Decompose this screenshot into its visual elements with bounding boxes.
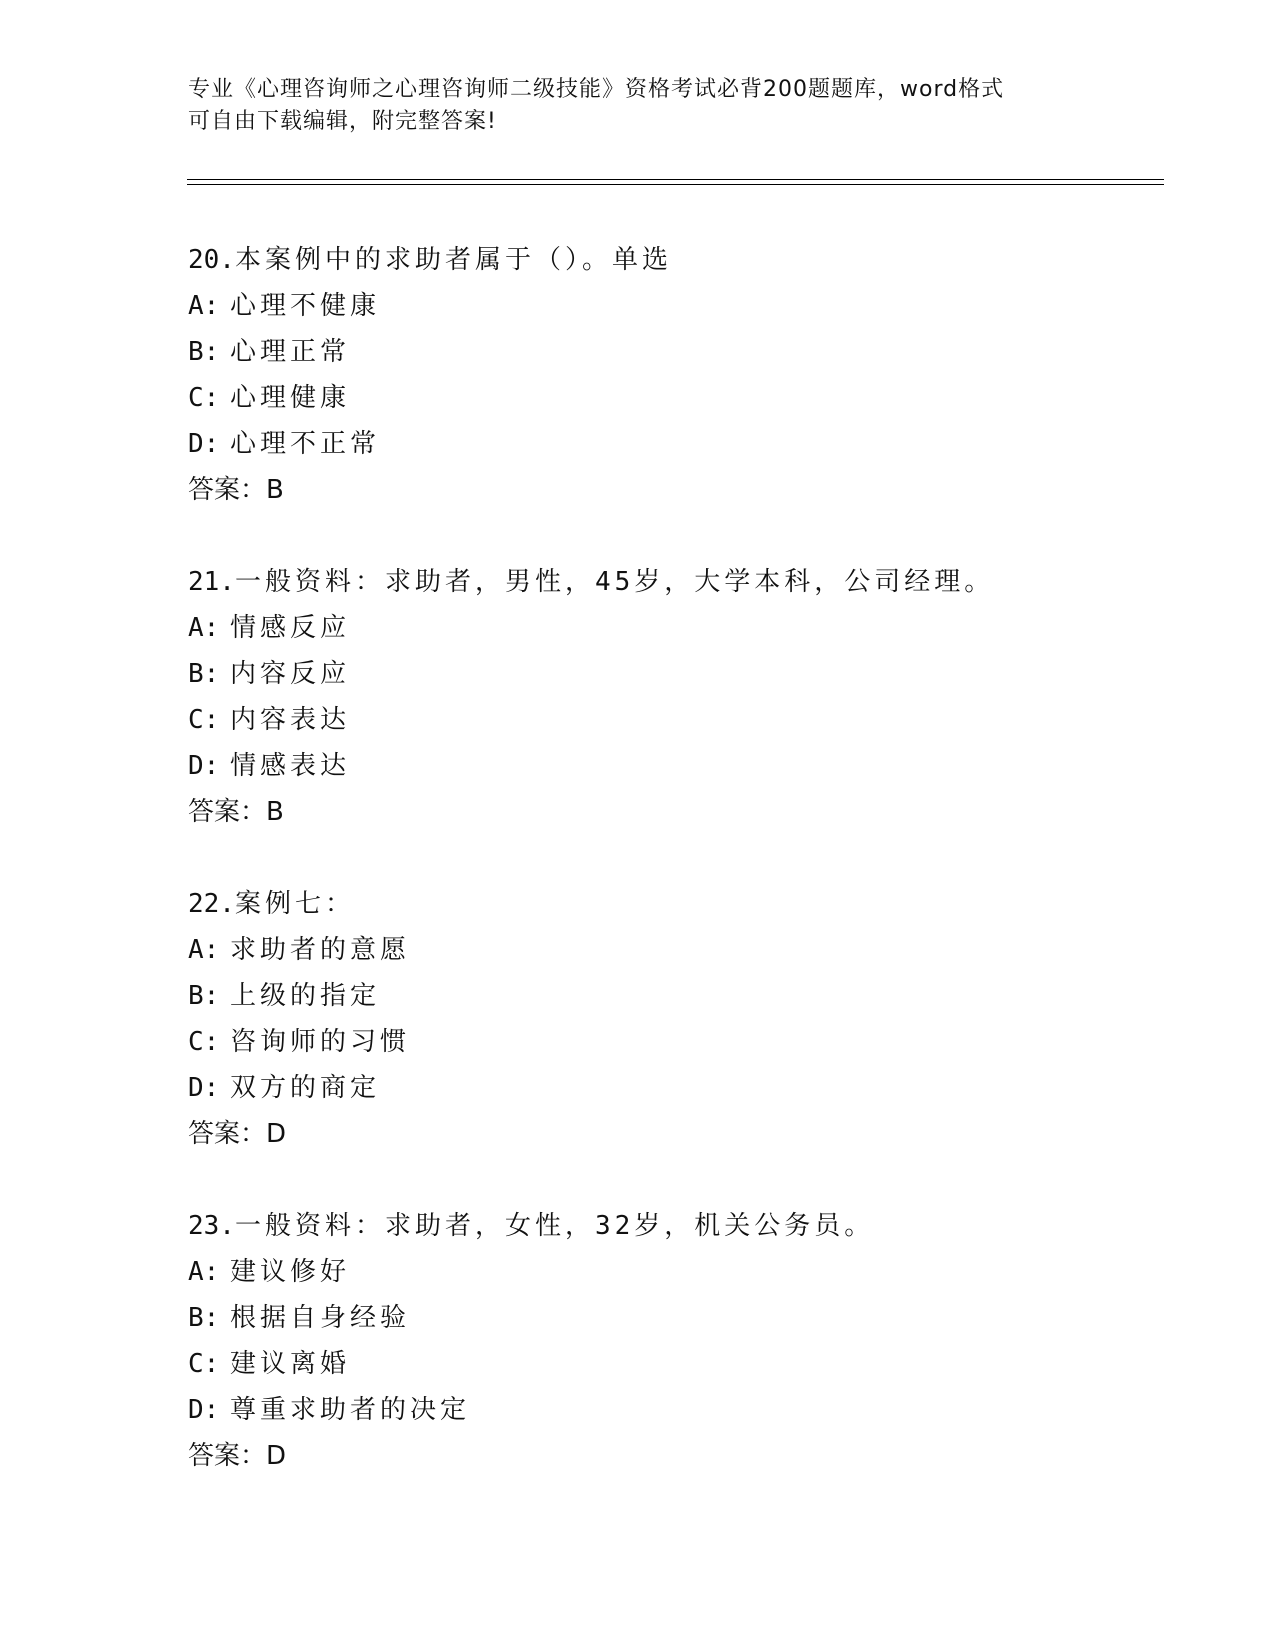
option-text: 建议修好	[230, 1257, 351, 1287]
answer-line: 答案：B	[188, 797, 284, 827]
option-text: 内容表达	[230, 705, 351, 735]
question-23	[188, 1203, 1168, 1479]
answer-line: 答案：D	[188, 1119, 287, 1149]
question-text: 一般资料：求助者，男性，45岁，大学本科，公司经理。	[234, 567, 995, 597]
option-c	[188, 375, 1168, 421]
question-text: 一般资料：求助者，女性，32岁，机关公务员。	[234, 1211, 875, 1241]
option-text: 咨询师的习惯	[230, 1027, 411, 1057]
option-letter: A:	[188, 613, 220, 643]
document-header	[188, 74, 1088, 138]
header-divider-top	[187, 179, 1164, 180]
option-letter: C:	[188, 705, 220, 735]
option-a	[188, 605, 1168, 651]
answer-line: 答案：B	[188, 475, 284, 505]
option-letter: C:	[188, 383, 220, 413]
question-number: 22.	[188, 889, 235, 919]
option-a	[188, 1249, 1168, 1295]
option-text: 情感反应	[230, 613, 351, 643]
option-b	[188, 973, 1168, 1019]
option-text: 心理正常	[230, 337, 351, 367]
option-text: 心理不健康	[230, 291, 381, 321]
option-letter: A:	[188, 1257, 220, 1287]
question-stem	[188, 237, 1168, 283]
option-text: 上级的指定	[230, 981, 381, 1011]
question-number: 23.	[188, 1211, 235, 1241]
question-text: 本案例中的求助者属于（）。单选	[234, 245, 672, 275]
option-d	[188, 743, 1168, 789]
question-text: 案例七：	[234, 889, 355, 919]
option-letter: B:	[188, 981, 220, 1011]
option-d	[188, 1065, 1168, 1111]
question-stem	[188, 1203, 1168, 1249]
option-text: 心理不正常	[230, 429, 381, 459]
option-d	[188, 1387, 1168, 1433]
option-letter: B:	[188, 1303, 220, 1333]
option-letter: A:	[188, 291, 220, 321]
option-text: 根据自身经验	[230, 1303, 411, 1333]
option-text: 内容反应	[230, 659, 351, 689]
option-text: 双方的商定	[230, 1073, 381, 1103]
question-22	[188, 881, 1168, 1157]
question-stem	[188, 559, 1168, 605]
option-letter: B:	[188, 337, 220, 367]
option-a	[188, 927, 1168, 973]
option-text: 情感表达	[230, 751, 351, 781]
option-letter: D:	[188, 429, 220, 459]
option-b	[188, 651, 1168, 697]
header-line-1: 专业《心理咨询师之心理咨询师二级技能》资格考试必背200题题库，word格式	[188, 77, 1005, 102]
option-text: 建议离婚	[230, 1349, 351, 1379]
header-line-2: 可自由下载编辑，附完整答案!	[188, 109, 497, 134]
option-letter: A:	[188, 935, 220, 965]
question-21	[188, 559, 1168, 835]
option-c	[188, 697, 1168, 743]
option-text: 求助者的意愿	[230, 935, 411, 965]
option-letter: C:	[188, 1027, 220, 1057]
answer-line: 答案：D	[188, 1441, 287, 1471]
question-number: 20.	[188, 245, 235, 275]
option-letter: D:	[188, 751, 220, 781]
option-letter: D:	[188, 1395, 220, 1425]
question-stem	[188, 881, 1168, 927]
question-number: 21.	[188, 567, 235, 597]
question-20	[188, 237, 1168, 513]
option-c	[188, 1019, 1168, 1065]
option-b	[188, 329, 1168, 375]
option-b	[188, 1295, 1168, 1341]
option-text: 心理健康	[230, 383, 351, 413]
header-divider-bottom	[187, 184, 1164, 185]
option-letter: B:	[188, 659, 220, 689]
option-a	[188, 283, 1168, 329]
option-letter: C:	[188, 1349, 220, 1379]
option-d	[188, 421, 1168, 467]
option-c	[188, 1341, 1168, 1387]
option-letter: D:	[188, 1073, 220, 1103]
option-text: 尊重求助者的决定	[230, 1395, 471, 1425]
